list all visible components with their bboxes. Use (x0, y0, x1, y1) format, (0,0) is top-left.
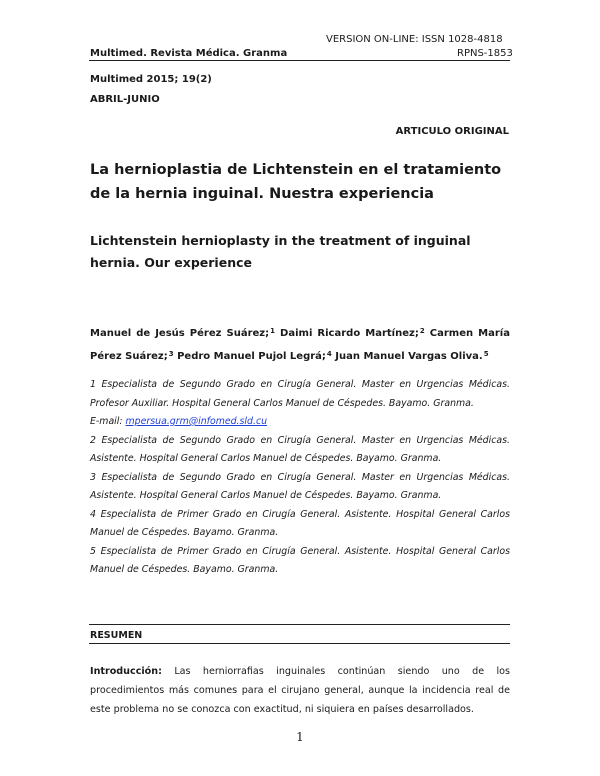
resumen-divider-top (89, 624, 510, 625)
author-name: Carmen María Pérez Suárez; (90, 328, 510, 362)
title-english: Lichtenstein hernioplasty in the treatment of inguinal hernia. Our experience (90, 233, 471, 270)
author-list (90, 321, 510, 367)
author-affiliation-mark: 2 (419, 327, 425, 335)
volume-label: Multimed 2015; 19(2) (90, 74, 212, 85)
rpns-label: RPNS-1853 (457, 48, 513, 59)
header-divider (89, 60, 510, 61)
email-link[interactable]: mpersua.grm@infomed.sld.cu (125, 416, 268, 427)
resumen-divider-bottom (89, 643, 510, 644)
author-affiliation-mark: 1 (270, 327, 275, 335)
journal-name: Multimed. Revista Médica. Granma (90, 48, 288, 59)
author-name: Daimi Ricardo Martínez; (280, 328, 419, 339)
author-affiliation-mark: 5 (483, 350, 489, 358)
introduction-label: Introducción: (90, 666, 162, 677)
author-name: Manuel de Jesús Pérez Suárez; (90, 328, 270, 339)
article-type: ARTICULO ORIGINAL (395, 126, 509, 137)
affiliation-5: 5 Especialista de Primer Grado en Cirugía General. Asistente. Hospital General Carlos Manuel de Céspedes. Bayamo. Granma. (90, 545, 510, 575)
author-affiliation-mark: 4 (326, 350, 332, 358)
page-number: 1 (296, 730, 304, 744)
introduction-text: Las herniorrafias inguinales continúan siendo uno de los procedimientos más comunes para el cirujano general, aunque la incidencia real de este problema no se conozca con exactitud, ni siquiera en países desarrollados. (90, 666, 510, 715)
affiliation-3: 3 Especialista de Segundo Grado en Cirugía General. Master en Urgencias Médicas. Asistente. Hospital General Carlos Manuel de Céspedes. Bayamo. Granma. (90, 471, 510, 501)
period-label: ABRIL-JUNIO (90, 94, 160, 105)
email-line (90, 413, 510, 432)
email-label: E-mail: (90, 416, 123, 427)
affiliation-4: 4 Especialista de Primer Grado en Cirugía General. Asistente. Hospital General Carlos Manuel de Céspedes. Bayamo. Granma. (90, 508, 510, 538)
introduction-paragraph (90, 662, 510, 719)
author-name: Pedro Manuel Pujol Legrá; (177, 351, 326, 362)
title-spanish: La hernioplastia de Lichtenstein en el tratamiento de la hernia inguinal. Nuestra experiencia (90, 162, 502, 202)
issn-label: VERSION ON-LINE: ISSN 1028-4818 (326, 34, 503, 45)
resumen-heading: RESUMEN (90, 630, 143, 641)
author-affiliation-mark: 3 (168, 350, 174, 358)
affiliations (90, 376, 510, 580)
author-name: Juan Manuel Vargas Oliva. (335, 351, 483, 362)
affiliation-1: 1 Especialista de Segundo Grado en Cirugía General. Master en Urgencias Médicas. Profesor Auxiliar. Hospital General Carlos Manuel de Céspedes. Bayamo. Granma. (90, 379, 510, 409)
affiliation-2: 2 Especialista de Segundo Grado en Cirugía General. Master en Urgencias Médicas. Asistente. Hospital General Carlos Manuel de Céspedes. Bayamo. Granma. (90, 434, 510, 464)
